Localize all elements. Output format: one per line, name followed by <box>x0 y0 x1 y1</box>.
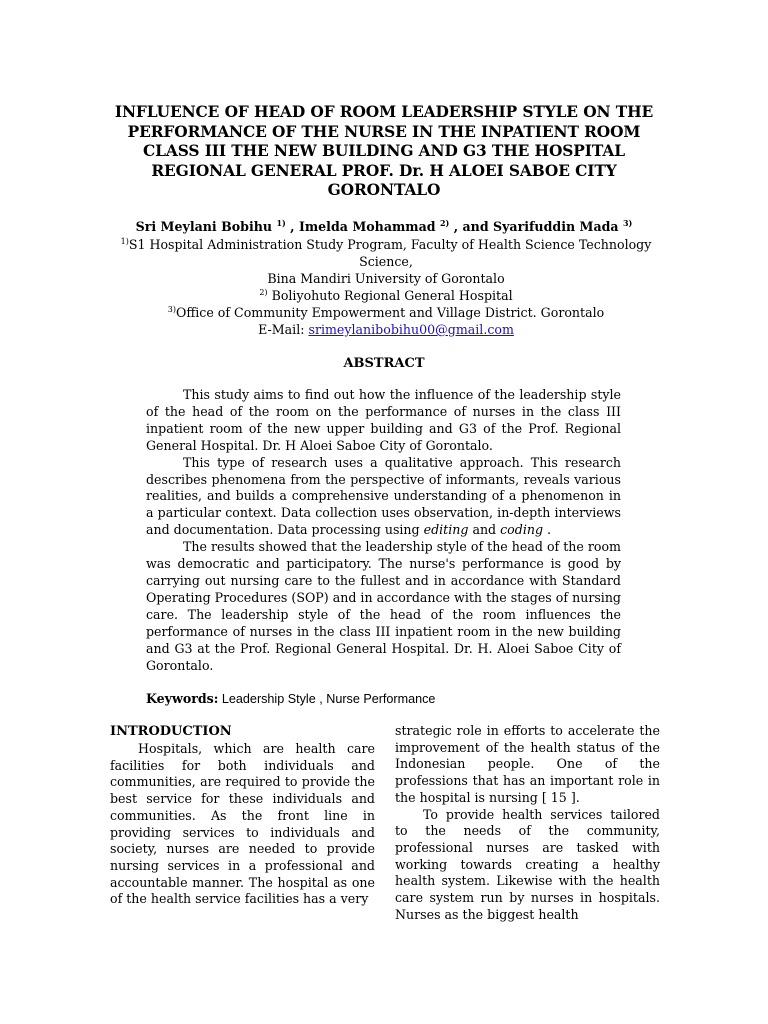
abstract-text: and <box>468 522 501 538</box>
affiliation-marker: 2) <box>259 288 268 297</box>
author-name: Sri Meylani Bobihu <box>135 219 273 234</box>
affiliation-1-line-1 <box>108 237 664 254</box>
affiliation-1-line-3: Bina Mandiri University of Gorontalo <box>267 271 505 286</box>
author-affiliation-marker: 2) <box>439 218 450 228</box>
author-list <box>100 218 668 235</box>
abstract-paragraph <box>146 455 621 540</box>
abstract-heading: ABSTRACT <box>343 356 425 371</box>
author-name: Imelda Mohammad <box>298 219 436 234</box>
email-link[interactable]: srimeylanibobihu00@gmail.com <box>308 322 514 337</box>
keywords-label: Keywords: <box>146 691 219 706</box>
keywords-line <box>146 690 621 708</box>
body-column-left <box>110 723 375 908</box>
abstract-text: This type of research uses a qualitative approach. This research describes phenomena from the perspective of informants, reveals various realities, and builds a comprehensive understanding of a phenomenon in a particular context. Data collection uses observation, in-depth interviews and documentation. Data processing using <box>146 454 621 538</box>
abstract-emphasis: coding <box>500 522 544 538</box>
abstract-paragraph: This study aims to find out how the influence of the leadership style of the head of the room on the performance of nurses in the class III inpatient room of the new upper building and G3 of the Prof. Regional General Hospital. Dr. H Aloei Saboe City of Gorontalo. <box>146 387 621 453</box>
abstract-text: . <box>543 522 552 538</box>
body-paragraph: To provide health services tailored to the needs of the community, professional nurses are tasked with working towards creating a healthy health system. Likewise with the health care system run by nurses in hospitals. Nurses as the biggest health <box>395 806 660 922</box>
body-paragraph: Hospitals, which are health care facilities for both individuals and communities, are required to provide the best service for these individuals and communities. As the front line in providing services to individuals and society, nurses are needed to provide nursing services in a professional and accountable manner. The hospital as one of the health service facilities has a very <box>110 741 375 907</box>
abstract-paragraph: The results showed that the leadership style of the head of the room was democratic and participatory. The nurse's performance is good by carrying out nursing care to the fullest and in accordance with Standard Operating Procedures (SOP) and in accordance with the stages of nursing care. The leadership style of the head of the room influences the performance of nurses in the class III inpatient room in the new building and G3 at the Prof. Regional General Hospital. Dr. H. Aloei Saboe City of Gorontalo. <box>146 539 621 673</box>
abstract-emphasis: editing <box>423 522 469 538</box>
affiliation-text: S1 Hospital Administration Study Program, Faculty of Health Science Technology <box>128 237 652 252</box>
affiliation-text: Boliyohuto Regional General Hospital <box>267 288 513 303</box>
author-affiliation-marker: 1) <box>276 218 286 228</box>
email-label: E-Mail: <box>258 322 309 337</box>
affiliation-2 <box>108 288 664 305</box>
affiliation-3 <box>108 305 664 322</box>
author-affiliation-marker: 3) <box>622 218 633 228</box>
abstract-body <box>146 387 621 674</box>
paper-title: INFLUENCE OF HEAD OF ROOM LEADERSHIP STYLE ON THE PERFORMANCE OF THE NURSE IN THE INPATIENT ROOM CLASS III THE NEW BUILDING AND G3 THE HOSPITAL REGIONAL GENERAL PROF. Dr. H ALOEI SABOE CITY GORONTALO <box>114 103 654 200</box>
author-separator: , <box>285 219 299 234</box>
affiliation-1-line-2: Science, <box>359 254 413 269</box>
author-name: Syarifuddin Mada <box>493 219 619 234</box>
email-line <box>108 322 664 339</box>
affiliation-marker: 1) <box>120 237 129 246</box>
affiliation-marker: 3) <box>167 305 176 314</box>
body-paragraph: strategic role in efforts to accelerate the improvement of the health status of the Indonesian people. One of the professions that has an important role in the hospital is nursing [ 15 ]. <box>395 723 660 805</box>
section-heading-introduction: INTRODUCTION <box>110 724 232 739</box>
keywords-text: Leadership Style , Nurse Performance <box>218 692 436 706</box>
affiliation-text: Office of Community Empowerment and Village District. Gorontalo <box>176 305 605 320</box>
author-separator: , and <box>449 219 494 234</box>
body-column-right <box>395 723 660 923</box>
